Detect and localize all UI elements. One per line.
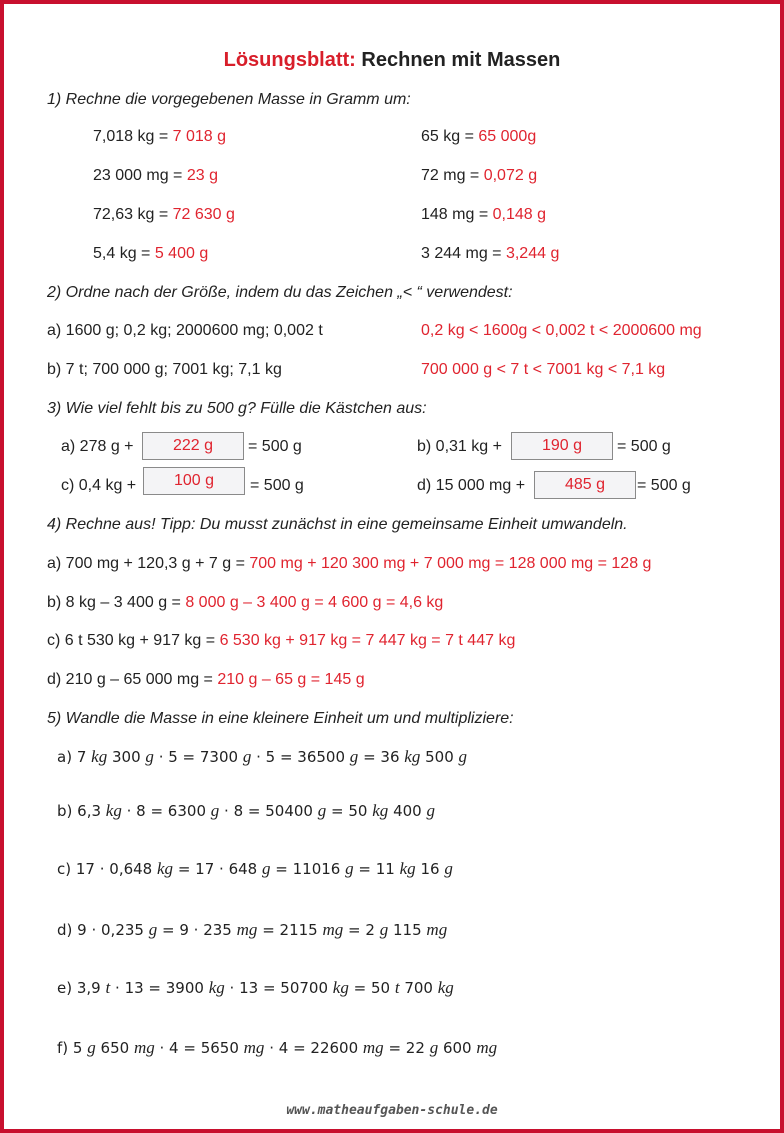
task5-item: c) 17 · 0,648 kg = 17 · 648 g = 11016 g = 11 kg 16 g [57, 859, 453, 878]
task3-question: c) 0,4 kg + [61, 477, 137, 494]
task5-heading: 5) Wandle die Masse in eine kleinere Einheit um und multipliziere: [47, 710, 514, 727]
title-main: Rechnen mit Massen [361, 49, 561, 71]
task2-answer: 700 000 g < 7 t < 7001 kg < 7,1 kg [421, 361, 666, 378]
task4-item: d) 210 g – 65 000 mg = 210 g – 65 g = 145 g [47, 671, 365, 688]
task3-question: d) 15 000 mg + [417, 477, 526, 494]
task2-question: a) 1600 g; 0,2 kg; 2000600 mg; 0,002 t [47, 322, 323, 339]
answer-box: 190 g [511, 432, 613, 460]
task1-heading: 1) Rechne die vorgegebenen Masse in Gramm um: [47, 91, 411, 108]
task1-item: 72,63 kg = 72 630 g [93, 206, 235, 223]
task4-item: b) 8 kg – 3 400 g = 8 000 g – 3 400 g = 4 600 g = 4,6 kg [47, 594, 444, 611]
task3-result: = 500 g [617, 438, 671, 455]
answer-box: 485 g [534, 471, 636, 499]
task1-item: 23 000 mg = 23 g [93, 167, 218, 184]
task2-question: b) 7 t; 700 000 g; 7001 kg; 7,1 kg [47, 361, 282, 378]
footer-url: www.matheaufgaben-schule.de [286, 1103, 498, 1118]
task2-heading: 2) Ordne nach der Größe, indem du das Zeichen „< “ verwendest: [47, 284, 513, 301]
task4-item: a) 700 mg + 120,3 g + 7 g = 700 mg + 120 300 mg + 7 000 mg = 128 000 mg = 128 g [47, 555, 652, 572]
task3-question: a) 278 g + [61, 438, 134, 455]
task3-question: b) 0,31 kg + [417, 438, 502, 455]
task1-item: 65 kg = 65 000g [421, 128, 537, 145]
task1-item: 3 244 mg = 3,244 g [421, 245, 560, 262]
task1-item: 5,4 kg = 5 400 g [93, 245, 209, 262]
task4-heading: 4) Rechne aus! Tipp: Du musst zunächst in eine gemeinsame Einheit umwandeln. [47, 516, 628, 533]
task1-item: 7,018 kg = 7 018 g [93, 128, 227, 145]
task5-item: b) 6,3 kg · 8 = 6300 g · 8 = 50400 g = 50 kg 400 g [57, 801, 435, 820]
task3-result: = 500 g [637, 477, 691, 494]
task4-item: c) 6 t 530 kg + 917 kg = 6 530 kg + 917 kg = 7 447 kg = 7 t 447 kg [47, 632, 516, 649]
answer-box: 100 g [143, 467, 245, 495]
answer-box: 222 g [142, 432, 244, 460]
task3-result: = 500 g [248, 438, 302, 455]
title-prefix: Lösungsblatt: [223, 49, 356, 71]
task5-item: a) 7 kg 300 g · 5 = 7300 g · 5 = 36500 g = 36 kg 500 g [57, 747, 468, 766]
task5-item: e) 3,9 t · 13 = 3900 kg · 13 = 50700 kg = 50 t 700 kg [57, 978, 454, 997]
task5-item: f) 5 g 650 mg · 4 = 5650 mg · 4 = 22600 mg = 22 g 600 mg [57, 1038, 498, 1057]
task3-result: = 500 g [250, 477, 304, 494]
task1-item: 148 mg = 0,148 g [421, 206, 546, 223]
task5-item: d) 9 · 0,235 g = 9 · 235 mg = 2115 mg = 2 g 115 mg [57, 920, 448, 939]
task1-item: 72 mg = 0,072 g [421, 167, 538, 184]
task2-answer: 0,2 kg < 1600g < 0,002 t < 2000600 mg [421, 322, 702, 339]
page-title [4, 48, 780, 72]
task3-heading: 3) Wie viel fehlt bis zu 500 g? Fülle die Kästchen aus: [47, 400, 427, 417]
